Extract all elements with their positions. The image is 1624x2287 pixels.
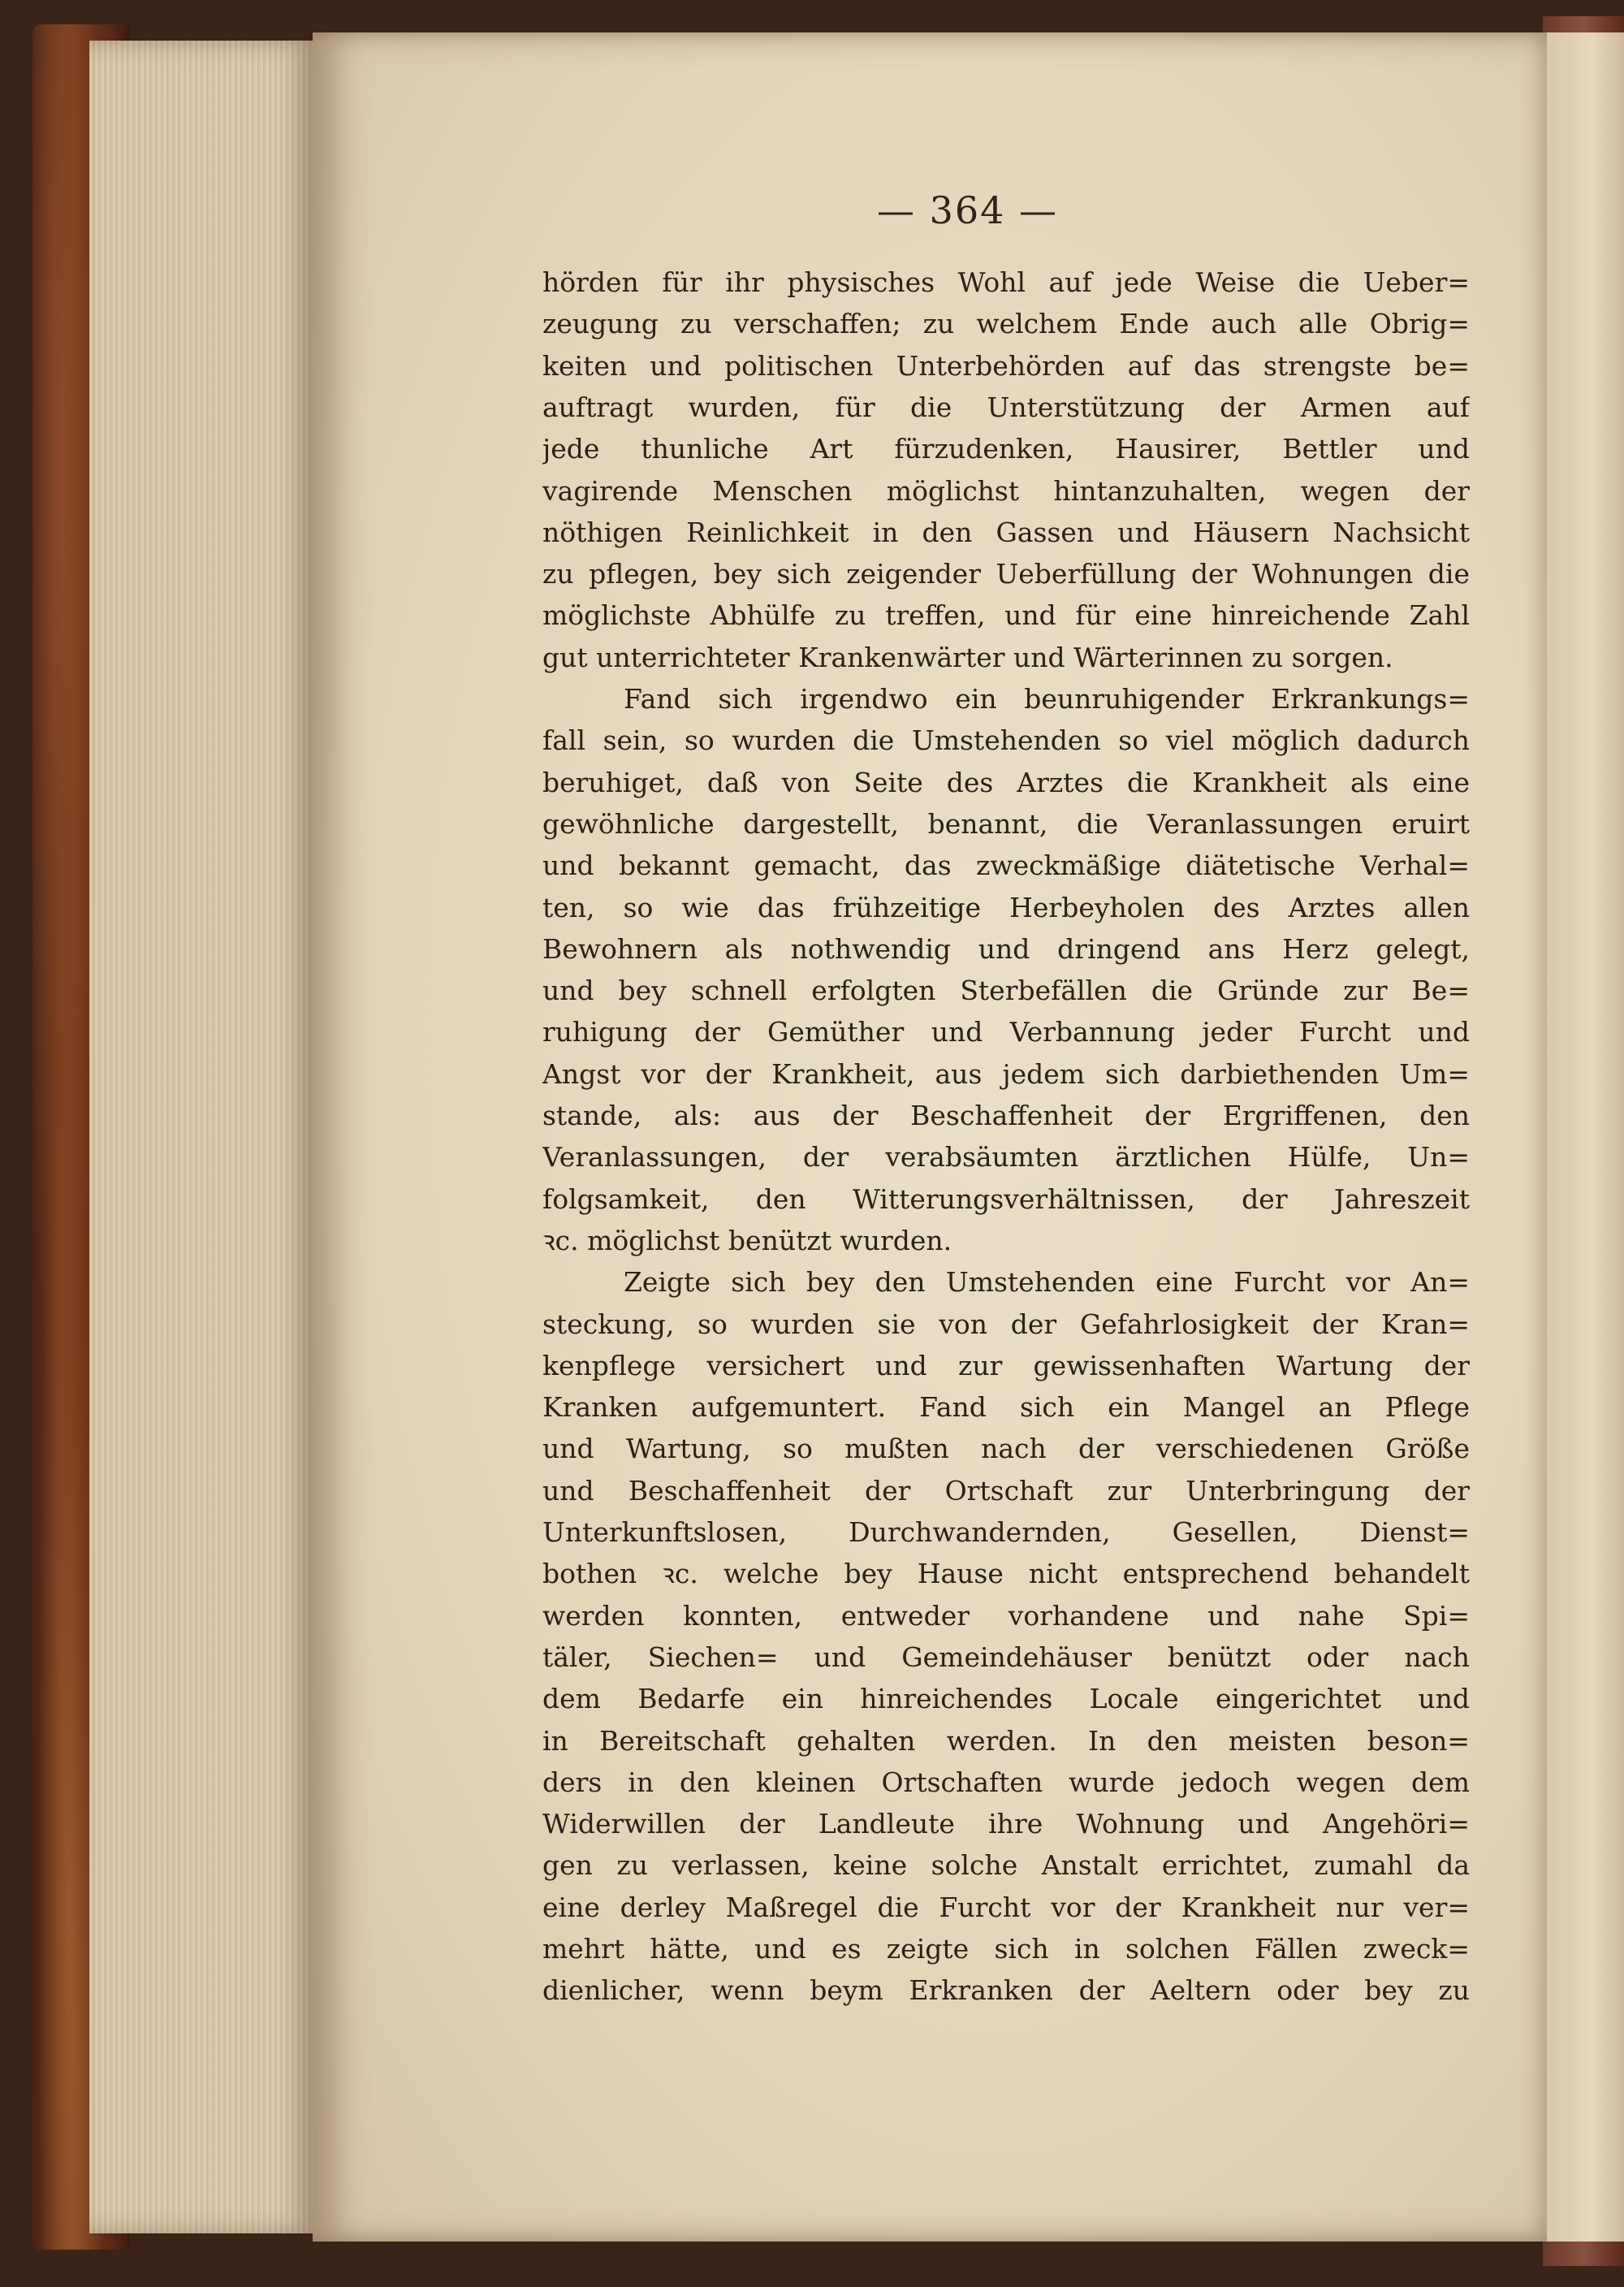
text-line: täler, Siechen= und Gemeindehäuser benützt oder nach [542, 1641, 1470, 1673]
text-line: fall sein, so wurden die Umstehenden so viel möglich dadurch [542, 724, 1470, 757]
text-line: jede thunliche Art fürzudenken, Hausirer, Bettler und [542, 433, 1470, 465]
text-line: eine derley Maßregel die Furcht vor der Krankheit nur ver= [542, 1891, 1470, 1923]
text-line: zu pflegen, bey sich zeigender Ueberfüllung der Wohnungen die [542, 558, 1470, 590]
text-line: Kranken aufgemuntert. Fand sich ein Mangel an Pflege [542, 1391, 1470, 1424]
text-line: hörden für ihr physisches Wohl auf jede Weise die Ueber= [542, 266, 1470, 298]
text-line: und Wartung, so mußten nach der verschiedenen Größe [542, 1433, 1470, 1465]
text-line: auftragt wurden, für die Unterstützung der Armen auf [542, 391, 1470, 423]
text-line: mehrt hätte, und es zeigte sich in solchen Fällen zweck= [542, 1933, 1470, 1965]
text-line: Fand sich irgendwo ein beunruhigender Erkrankungs= [624, 683, 1470, 715]
page-stack [89, 41, 317, 2233]
text-line: Widerwillen der Landleute ihre Wohnung und Angehöri= [542, 1808, 1470, 1840]
text-line: Bewohnern als nothwendig und dringend ans Herz gelegt, [542, 932, 1470, 965]
text-line: gut unterrichteter Krankenwärter und Wärterinnen zu sorgen. [542, 641, 1393, 673]
text-line: werden konnten, entweder vorhandene und nahe Spi= [542, 1599, 1470, 1632]
text-line: gen zu verlassen, keine solche Anstalt errichtet, zumahl da [542, 1849, 1470, 1882]
text-line: ten, so wie das frühzeitige Herbeyholen des Arztes allen [542, 891, 1470, 923]
text-line: folgsamkeit, den Witterungsverhältnissen, der Jahreszeit [542, 1182, 1470, 1215]
text-line: ders in den kleinen Ortschaften wurde jedoch wegen dem [542, 1766, 1470, 1798]
text-line: und bekannt gemacht, das zweckmäßige diätetische Verhal= [542, 850, 1470, 882]
text-line: dienlicher, wenn beym Erkranken der Aeltern oder bey zu [542, 1974, 1470, 2007]
facing-page-edge [1547, 32, 1624, 2242]
text-line: möglichste Abhülfe zu treffen, und für eine hinreichende Zahl [542, 599, 1470, 632]
text-line: Zeigte sich bey den Umstehenden eine Furcht vor An= [624, 1266, 1470, 1299]
text-line: ꝛc. möglichst benützt wurden. [542, 1224, 952, 1256]
text-line: dem Bedarfe ein hinreichendes Locale eingerichtet und [542, 1683, 1470, 1715]
text-line: und Beschaffenheit der Ortschaft zur Unterbringung der [542, 1474, 1470, 1507]
text-line: steckung, so wurden sie von der Gefahrlosigkeit der Kran= [542, 1308, 1470, 1340]
text-line: und bey schnell erfolgten Sterbefällen die Gründe zur Be= [542, 975, 1470, 1007]
text-line: in Bereitschaft gehalten werden. In den meisten beson= [542, 1724, 1470, 1757]
text-line: stande, als: aus der Beschaffenheit der Ergriffenen, den [542, 1100, 1470, 1131]
text-line: bothen ꝛc. welche bey Hause nicht entsprechend behandelt [542, 1558, 1470, 1590]
text-line: ruhigung der Gemüther und Verbannung jeder Furcht und [542, 1016, 1470, 1048]
text-line: keiten und politischen Unterbehörden auf das strengste be= [542, 349, 1470, 382]
text-line: nöthigen Reinlichkeit in den Gassen und Häusern Nachsicht [542, 516, 1470, 548]
text-line: beruhiget, daß von Seite des Arztes die Krankheit als eine [542, 766, 1470, 798]
text-line: kenpflege versichert und zur gewissenhaften Wartung der [542, 1349, 1470, 1381]
text-line: vagirende Menschen möglichst hintanzuhalten, wegen der [542, 474, 1470, 507]
text-line: Angst vor der Krankheit, aus jedem sich darbiethenden Um= [542, 1057, 1470, 1090]
text-line: gewöhnliche dargestellt, benannt, die Veranlassungen eruirt [542, 807, 1470, 840]
page-number: — 364 — [877, 188, 1059, 232]
text-line: Unterkunftslosen, Durchwandernden, Gesellen, Dienst= [542, 1516, 1470, 1548]
text-line: zeugung zu verschaffen; zu welchem Ende auch alle Obrig= [542, 308, 1470, 340]
text-line: Veranlassungen, der verabsäumten ärztlichen Hülfe, Un= [542, 1141, 1470, 1174]
